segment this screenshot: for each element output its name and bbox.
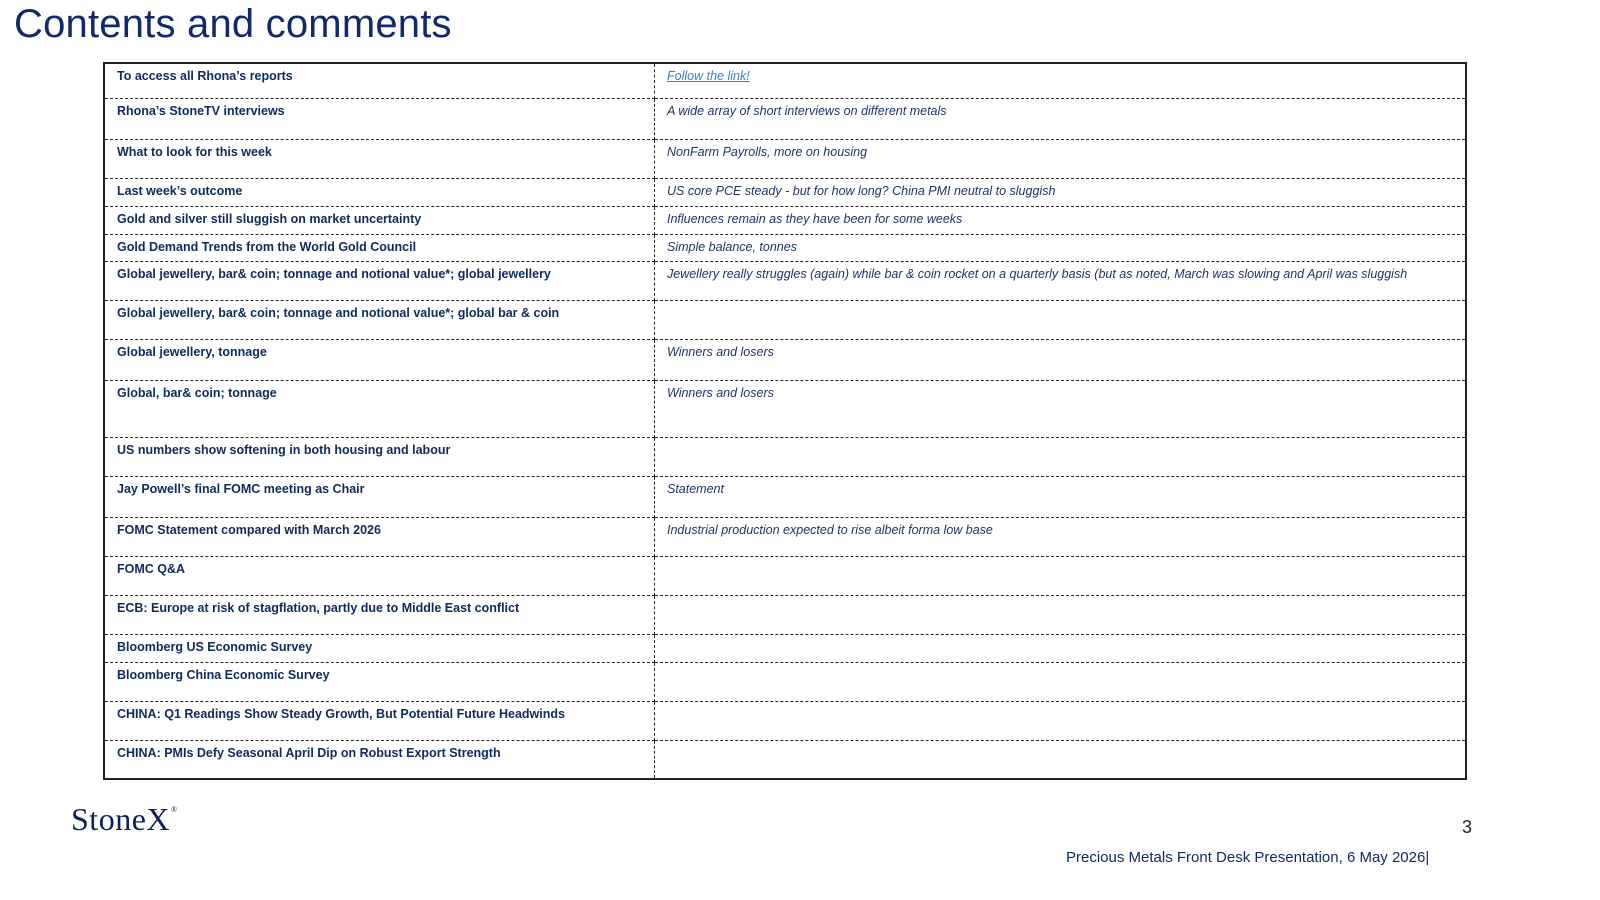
table-row xyxy=(104,300,1466,339)
row-comment xyxy=(655,595,1467,634)
row-topic: CHINA: Q1 Readings Show Steady Growth, But Potential Future Headwinds xyxy=(104,701,655,740)
stonex-logo xyxy=(71,801,178,838)
row-comment: Jewellery really struggles (again) while bar & coin rocket on a quarterly basis (but as noted, March was slowing and April was sluggish xyxy=(655,261,1467,300)
row-comment xyxy=(655,63,1467,98)
row-topic: CHINA: PMIs Defy Seasonal April Dip on Robust Export Strength xyxy=(104,740,655,779)
logo-registered-mark: ® xyxy=(171,805,178,814)
page-title: Contents and comments xyxy=(14,2,452,46)
row-comment: Influences remain as they have been for some weeks xyxy=(655,206,1467,234)
row-comment: US core PCE steady - but for how long? China PMI neutral to sluggish xyxy=(655,178,1467,206)
row-topic: FOMC Statement compared with March 2026 xyxy=(104,517,655,556)
row-comment: A wide array of short interviews on different metals xyxy=(655,98,1467,139)
row-comment xyxy=(655,300,1467,339)
row-topic: Global jewellery, bar& coin; tonnage and notional value*; global jewellery xyxy=(104,261,655,300)
table-row xyxy=(104,476,1466,517)
row-topic: FOMC Q&A xyxy=(104,556,655,595)
table-row xyxy=(104,380,1466,437)
row-topic: Gold and silver still sluggish on market uncertainty xyxy=(104,206,655,234)
table-row xyxy=(104,740,1466,779)
footer-text: Precious Metals Front Desk Presentation, 6 May 2026| xyxy=(1066,849,1430,866)
row-comment: Simple balance, tonnes xyxy=(655,234,1467,261)
row-comment: Statement xyxy=(655,476,1467,517)
table-row xyxy=(104,556,1466,595)
row-comment xyxy=(655,437,1467,476)
logo-text: StoneX xyxy=(71,801,170,837)
table-row xyxy=(104,234,1466,261)
table-row xyxy=(104,98,1466,139)
contents-table xyxy=(103,62,1467,780)
row-topic: Jay Powell’s final FOMC meeting as Chair xyxy=(104,476,655,517)
table-row xyxy=(104,517,1466,556)
row-topic: Global jewellery, tonnage xyxy=(104,339,655,380)
row-topic: Global jewellery, bar& coin; tonnage and notional value*; global bar & coin xyxy=(104,300,655,339)
row-topic: To access all Rhona’s reports xyxy=(104,63,655,98)
table-row xyxy=(104,701,1466,740)
row-comment: NonFarm Payrolls, more on housing xyxy=(655,139,1467,178)
row-topic: US numbers show softening in both housing and labour xyxy=(104,437,655,476)
row-comment xyxy=(655,701,1467,740)
table-row xyxy=(104,178,1466,206)
row-comment: Winners and losers xyxy=(655,380,1467,437)
table-row xyxy=(104,339,1466,380)
table-row xyxy=(104,662,1466,701)
row-topic: Global, bar& coin; tonnage xyxy=(104,380,655,437)
row-topic: Last week’s outcome xyxy=(104,178,655,206)
contents-rows xyxy=(104,63,1466,779)
row-topic: Rhona’s StoneTV interviews xyxy=(104,98,655,139)
row-topic: ECB: Europe at risk of stagflation, partly due to Middle East conflict xyxy=(104,595,655,634)
table-row xyxy=(104,139,1466,178)
row-comment xyxy=(655,634,1467,662)
row-comment xyxy=(655,740,1467,779)
table-row xyxy=(104,63,1466,98)
row-comment: Winners and losers xyxy=(655,339,1467,380)
row-topic: Bloomberg US Economic Survey xyxy=(104,634,655,662)
row-topic: Gold Demand Trends from the World Gold Council xyxy=(104,234,655,261)
table-row xyxy=(104,595,1466,634)
reports-link[interactable]: Follow the link! xyxy=(667,69,750,83)
table-row xyxy=(104,634,1466,662)
row-topic: What to look for this week xyxy=(104,139,655,178)
table-row xyxy=(104,261,1466,300)
row-comment xyxy=(655,662,1467,701)
table-row xyxy=(104,437,1466,476)
row-comment: Industrial production expected to rise albeit forma low base xyxy=(655,517,1467,556)
page-number: 3 xyxy=(1462,817,1473,837)
table-row xyxy=(104,206,1466,234)
row-comment xyxy=(655,556,1467,595)
row-topic: Bloomberg China Economic Survey xyxy=(104,662,655,701)
